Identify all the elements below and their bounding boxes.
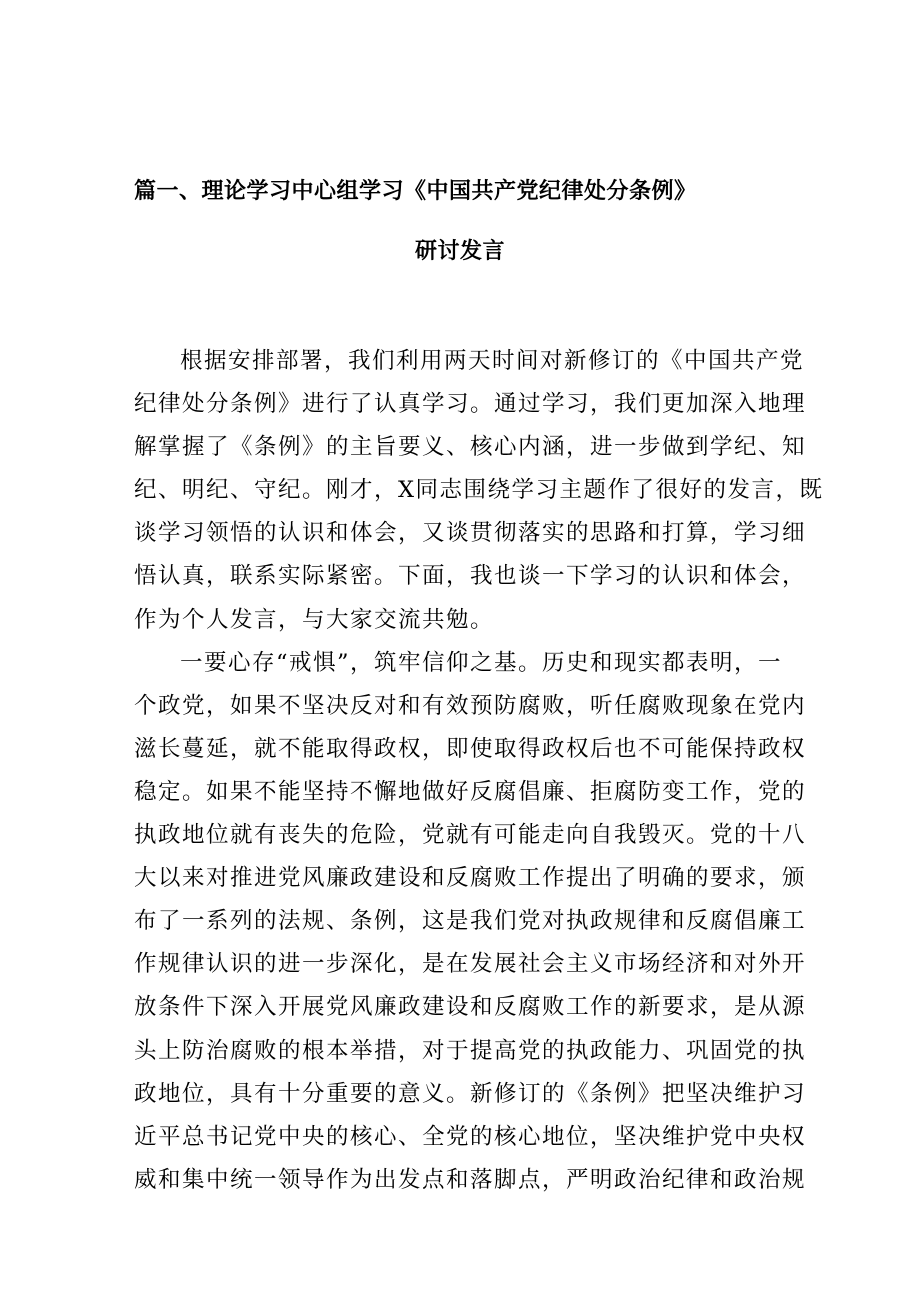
body-line: 放条件下深入开展党风廉政建设和反腐败工作的新要求，是从源 (134, 994, 807, 1021)
body-line: 威和集中统一领导作为出发点和落脚点，严明政治纪律和政治规 (134, 1166, 807, 1193)
body-line: 纪、明纪、守纪。刚才，X同志围绕学习主题作了很好的发言，既 (134, 477, 824, 504)
body-line: 作为个人发言，与大家交流共勉。 (134, 606, 495, 633)
body-line: 近平总书记党中央的核心、全党的核心地位，坚决维护党中央权 (134, 1123, 807, 1150)
body-line: 一要心存“戒惧”，筑牢信仰之基。历史和现实都表明，一 (180, 649, 783, 676)
body-line: 布了一系列的法规、条例，这是我们党对执政规律和反腐倡廉工 (134, 908, 807, 935)
title-line-1: 篇一、理论学习中心组学习《中国共产党纪律处分条例》 (134, 178, 697, 204)
title-line-2: 研讨发言 (414, 238, 505, 264)
document-body (134, 340, 824, 1202)
body-line: 政地位，具有十分重要的意义。新修订的《条例》把坚决维护习 (134, 1080, 807, 1107)
body-line: 纪律处分条例》进行了认真学习。通过学习，我们更加深入地理 (134, 391, 807, 418)
body-line: 作规律认识的进一步深化，是在发展社会主义市场经济和对外开 (134, 951, 807, 978)
body-line: 悟认真，联系实际紧密。下面，我也谈一下学习的认识和体会， (134, 563, 807, 590)
body-line: 头上防治腐败的根本举措，对于提高党的执政能力、巩固党的执 (134, 1037, 807, 1064)
body-line: 谈学习领悟的认识和体会，又谈贯彻落实的思路和打算，学习细 (134, 520, 807, 547)
body-line: 滋长蔓延，就不能取得政权，即使取得政权后也不可能保持政权 (134, 735, 807, 762)
body-line: 解掌握了《条例》的主旨要义、核心内涵，进一步做到学纪、知 (134, 434, 807, 461)
body-line: 个政党，如果不坚决反对和有效预防腐败，听任腐败现象在党内 (134, 692, 807, 719)
body-line: 根据安排部署，我们利用两天时间对新修订的《中国共产党 (180, 348, 805, 374)
body-line: 执政地位就有丧失的危险，党就有可能走向自我毁灭。党的十八 (134, 822, 807, 849)
body-line: 稳定。如果不能坚持不懈地做好反腐倡廉、拒腐防变工作，党的 (134, 778, 807, 805)
body-line: 大以来对推进党风廉政建设和反腐败工作提出了明确的要求，颁 (134, 865, 807, 892)
